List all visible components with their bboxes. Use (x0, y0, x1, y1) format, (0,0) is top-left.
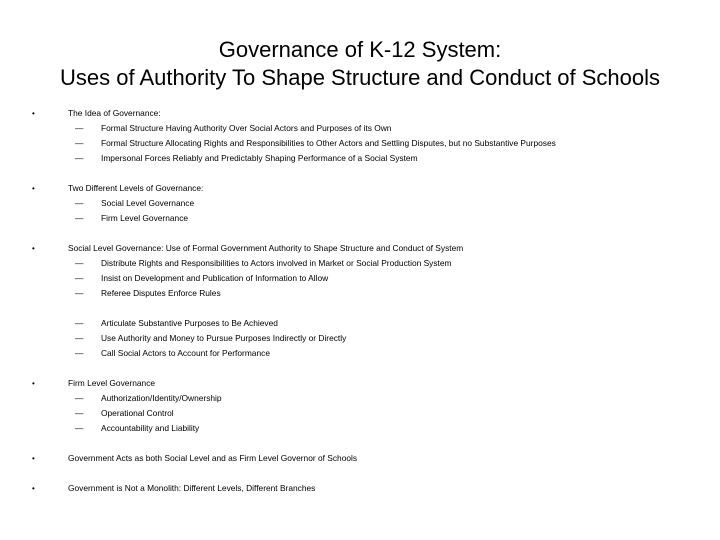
bullet-marker: • (32, 244, 35, 253)
bullet-marker: • (32, 109, 35, 118)
dash-marker: — (75, 198, 84, 208)
bullet-firm-level-governance (32, 376, 702, 391)
slide-title (0, 36, 720, 92)
bullet-text: Government is Not a Monolith: Different Levels, Different Branches (68, 483, 316, 493)
dash-marker: — (75, 408, 84, 418)
bullet-social-level-governance (32, 241, 702, 256)
dash-marker: — (75, 288, 84, 298)
spacer (32, 226, 702, 241)
dash-marker: — (75, 333, 84, 343)
title-line-1: Governance of K-12 System: (218, 37, 502, 62)
sub-item-text: Use Authority and Money to Pursue Purposes Indirectly or Directly (101, 333, 347, 343)
bullet-text: Social Level Governance: Use of Formal Government Authority to Shape Structure and Conduct of System (68, 243, 464, 253)
dash-marker: — (75, 423, 84, 433)
bullet-text: The Idea of Governance: (68, 108, 161, 118)
bullet-marker: • (32, 454, 35, 463)
dash-marker: — (75, 213, 84, 223)
sub-item-text: Formal Structure Allocating Rights and Responsibilities to Other Actors and Settling Disputes, but no Substantive Purposes (101, 138, 556, 148)
bullet-text: Firm Level Governance (68, 378, 156, 388)
dash-marker: — (75, 393, 84, 403)
sub-item (32, 136, 702, 151)
sub-item (32, 196, 702, 211)
bullet-two-levels (32, 181, 702, 196)
sub-item-text: Insist on Development and Publication of Information to Allow (101, 273, 329, 283)
sub-item-text: Authorization/Identity/Ownership (101, 393, 222, 403)
bullet-marker: • (32, 379, 35, 388)
dash-marker: — (75, 318, 84, 328)
sub-item (32, 271, 702, 286)
dash-marker: — (75, 138, 84, 148)
bullet-marker: • (32, 484, 35, 493)
spacer (32, 166, 702, 181)
sub-item (32, 391, 702, 406)
sub-item-text: Firm Level Governance (101, 213, 189, 223)
title-line-2: Uses of Authority To Shape Structure and Conduct of Schools (59, 65, 661, 90)
sub-item (32, 211, 702, 226)
sub-item (32, 151, 702, 166)
dash-marker: — (75, 273, 84, 283)
dash-marker: — (75, 348, 84, 358)
bullet-not-a-monolith (32, 481, 702, 496)
spacer (32, 361, 702, 376)
sub-item (32, 256, 702, 271)
sub-item-text: Referee Disputes Enforce Rules (101, 288, 221, 298)
sub-item-text: Articulate Substantive Purposes to Be Achieved (101, 318, 278, 328)
sub-item (32, 286, 702, 301)
sub-item-text: Call Social Actors to Account for Performance (101, 348, 270, 358)
sub-item (32, 316, 702, 331)
bullet-marker: • (32, 184, 35, 193)
bullet-idea-of-governance (32, 106, 702, 121)
sub-item (32, 121, 702, 136)
sub-item-text: Formal Structure Having Authority Over Social Actors and Purposes of its Own (101, 123, 392, 133)
bullet-government-acts (32, 451, 702, 466)
sub-item-text: Distribute Rights and Responsibilities to Actors involved in Market or Social Production System (101, 258, 452, 268)
sub-item (32, 406, 702, 421)
spacer (32, 436, 702, 451)
bullet-text: Two Different Levels of Governance: (68, 183, 204, 193)
dash-marker: — (75, 153, 84, 163)
sub-item (32, 331, 702, 346)
spacer (32, 466, 702, 481)
bullet-text: Government Acts as both Social Level and as Firm Level Governor of Schools (68, 453, 358, 463)
sub-item-text: Social Level Governance (101, 198, 195, 208)
sub-item (32, 346, 702, 361)
sub-item-text: Operational Control (101, 408, 174, 418)
sub-item-text: Impersonal Forces Reliably and Predictably Shaping Performance of a Social System (101, 153, 418, 163)
dash-marker: — (75, 258, 84, 268)
sub-item-text: Accountability and Liability (101, 423, 200, 433)
sub-item (32, 421, 702, 436)
dash-marker: — (75, 123, 84, 133)
slide-content (32, 106, 702, 496)
spacer (32, 301, 702, 316)
